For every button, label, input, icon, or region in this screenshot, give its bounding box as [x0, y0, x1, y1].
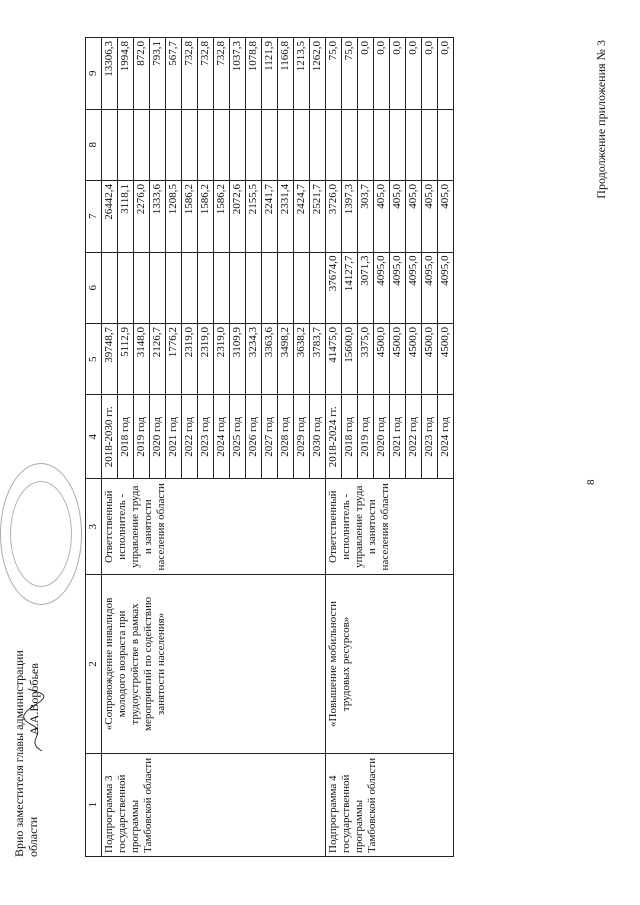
period-cell: 2023 год — [422, 395, 438, 479]
total-cell: 4500,0 — [406, 324, 422, 395]
col9-cell: 1262,0 — [310, 38, 326, 110]
regional-cell: 1397,3 — [342, 181, 358, 252]
regional-cell: 1208,5 — [166, 181, 182, 252]
total-cell: 2319,0 — [182, 324, 198, 395]
col9-cell: 0,0 — [358, 38, 374, 110]
regional-cell: 2241,7 — [262, 181, 278, 252]
period-cell: 2019 год — [358, 395, 374, 479]
total-cell: 1776,2 — [166, 324, 182, 395]
regional-cell: 405,0 — [390, 181, 406, 252]
signatory-title-line2: области — [26, 816, 40, 857]
period-cell: 2018-2024 гг. — [326, 395, 342, 479]
period-cell: 2023 год — [198, 395, 214, 479]
regional-cell: 405,0 — [438, 181, 454, 252]
col-header-2: 2 — [86, 575, 102, 753]
col-header-7: 7 — [86, 181, 102, 252]
total-cell: 3148,0 — [134, 324, 150, 395]
federal-cell — [262, 252, 278, 323]
total-cell: 3638,2 — [294, 324, 310, 395]
period-cell: 2022 год — [406, 395, 422, 479]
col-header-4: 4 — [86, 395, 102, 479]
col8-cell — [358, 109, 374, 180]
col9-cell: 1121,9 — [262, 38, 278, 110]
period-cell: 2029 год — [294, 395, 310, 479]
funding-table — [85, 37, 454, 857]
page-number: 8 — [585, 479, 597, 485]
col9-cell: 0,0 — [406, 38, 422, 110]
col8-cell — [326, 109, 342, 180]
executor-cell: Ответственный исполнитель - управление труда и занятости населения области — [326, 479, 454, 575]
regional-cell: 1333,6 — [150, 181, 166, 252]
regional-cell: 2155,5 — [246, 181, 262, 252]
federal-cell — [166, 252, 182, 323]
col9-cell: 75,0 — [326, 38, 342, 110]
total-cell: 3375,0 — [358, 324, 374, 395]
col8-cell — [198, 109, 214, 180]
regional-cell: 2424,7 — [294, 181, 310, 252]
col8-cell — [438, 109, 454, 180]
regional-cell: 26442,4 — [102, 181, 118, 252]
regional-cell: 405,0 — [406, 181, 422, 252]
col9-cell: 0,0 — [390, 38, 406, 110]
event-cell: «Сопровождение инвалидов молодого возраста при трудоустройстве в рамках мероприятий по содействию занятости населения» — [102, 575, 326, 753]
total-cell: 2126,7 — [150, 324, 166, 395]
regional-cell: 1586,2 — [182, 181, 198, 252]
federal-cell — [310, 252, 326, 323]
col8-cell — [214, 109, 230, 180]
federal-cell — [214, 252, 230, 323]
period-cell: 2020 год — [374, 395, 390, 479]
period-cell: 2024 год — [438, 395, 454, 479]
col8-cell — [182, 109, 198, 180]
col8-cell — [118, 109, 134, 180]
federal-cell: 3071,3 — [358, 252, 374, 323]
period-cell: 2028 год — [278, 395, 294, 479]
total-cell: 3363,6 — [262, 324, 278, 395]
period-cell: 2020 год — [150, 395, 166, 479]
col8-cell — [422, 109, 438, 180]
total-cell: 3109,9 — [230, 324, 246, 395]
federal-cell — [230, 252, 246, 323]
period-cell: 2021 год — [166, 395, 182, 479]
col-header-9: 9 — [86, 38, 102, 110]
period-cell: 2021 год — [390, 395, 406, 479]
col8-cell — [166, 109, 182, 180]
total-cell: 2319,0 — [198, 324, 214, 395]
federal-cell: 4095,0 — [390, 252, 406, 323]
col9-cell: 0,0 — [438, 38, 454, 110]
subprogram-cell: Подпрограмма 3 государственной программы Тамбовской области — [102, 753, 326, 856]
col8-cell — [390, 109, 406, 180]
regional-cell: 1586,2 — [198, 181, 214, 252]
federal-cell — [118, 252, 134, 323]
federal-cell: 4095,0 — [438, 252, 454, 323]
col8-cell — [150, 109, 166, 180]
col-header-8: 8 — [86, 109, 102, 180]
executor-cell: Ответственный исполнитель - управление труда и занятости населения области — [102, 479, 326, 575]
regional-cell: 2072,6 — [230, 181, 246, 252]
col8-cell — [262, 109, 278, 180]
signatory-name: А.А.Воробьев — [27, 663, 41, 735]
total-cell: 39748,7 — [102, 324, 118, 395]
period-cell: 2027 год — [262, 395, 278, 479]
period-cell: 2024 год — [214, 395, 230, 479]
federal-cell — [150, 252, 166, 323]
total-cell: 4500,0 — [438, 324, 454, 395]
col8-cell — [406, 109, 422, 180]
official-seal-inner-ring — [10, 481, 72, 587]
total-cell: 4500,0 — [390, 324, 406, 395]
total-cell: 2319,0 — [214, 324, 230, 395]
col9-cell: 75,0 — [342, 38, 358, 110]
regional-cell: 1586,2 — [214, 181, 230, 252]
col-header-3: 3 — [86, 479, 102, 575]
period-cell: 2025 год — [230, 395, 246, 479]
col9-cell: 872,0 — [134, 38, 150, 110]
col9-cell: 1213,5 — [294, 38, 310, 110]
col8-cell — [230, 109, 246, 180]
col8-cell — [310, 109, 326, 180]
total-cell: 4500,0 — [374, 324, 390, 395]
period-cell: 2018 год — [342, 395, 358, 479]
col-header-1: 1 — [86, 753, 102, 856]
total-cell: 4500,0 — [422, 324, 438, 395]
federal-cell: 4095,0 — [374, 252, 390, 323]
total-cell: 5112,9 — [118, 324, 134, 395]
total-cell: 41475,0 — [326, 324, 342, 395]
col9-cell: 1994,8 — [118, 38, 134, 110]
subprogram-cell: Подпрограмма 4 государственной программы Тамбовской области — [326, 753, 454, 856]
col-header-5: 5 — [86, 324, 102, 395]
header-row — [86, 38, 102, 857]
total-cell: 3234,3 — [246, 324, 262, 395]
regional-cell: 3118,1 — [118, 181, 134, 252]
event-cell: «Повышение мобильности трудовых ресурсов» — [326, 575, 454, 753]
federal-cell: 4095,0 — [406, 252, 422, 323]
total-cell: 3783,7 — [310, 324, 326, 395]
col8-cell — [374, 109, 390, 180]
col8-cell — [342, 109, 358, 180]
federal-cell — [102, 252, 118, 323]
total-cell: 3498,2 — [278, 324, 294, 395]
period-cell: 2018 год — [118, 395, 134, 479]
col-header-6: 6 — [86, 252, 102, 323]
col8-cell — [102, 109, 118, 180]
col9-cell: 732,8 — [198, 38, 214, 110]
federal-cell: 37674,0 — [326, 252, 342, 323]
continuation-label: Продолжение приложения № 3 — [594, 40, 608, 199]
federal-cell: 14127,7 — [342, 252, 358, 323]
federal-cell — [198, 252, 214, 323]
federal-cell: 4095,0 — [422, 252, 438, 323]
federal-cell — [278, 252, 294, 323]
period-cell: 2022 год — [182, 395, 198, 479]
col8-cell — [134, 109, 150, 180]
signatory-title-line1: Врио заместителя главы администрации — [12, 650, 26, 857]
col8-cell — [246, 109, 262, 180]
federal-cell — [182, 252, 198, 323]
col8-cell — [294, 109, 310, 180]
federal-cell — [294, 252, 310, 323]
regional-cell: 3726,0 — [326, 181, 342, 252]
regional-cell: 2521,7 — [310, 181, 326, 252]
col9-cell: 732,8 — [214, 38, 230, 110]
table-row — [326, 38, 342, 857]
col9-cell: 13306,3 — [102, 38, 118, 110]
col9-cell: 0,0 — [422, 38, 438, 110]
col9-cell: 732,8 — [182, 38, 198, 110]
regional-cell: 2276,0 — [134, 181, 150, 252]
regional-cell: 405,0 — [374, 181, 390, 252]
col9-cell: 1078,8 — [246, 38, 262, 110]
period-cell: 2030 год — [310, 395, 326, 479]
col9-cell: 567,7 — [166, 38, 182, 110]
federal-cell — [134, 252, 150, 323]
col9-cell: 1166,8 — [278, 38, 294, 110]
col9-cell: 793,1 — [150, 38, 166, 110]
col9-cell: 0,0 — [374, 38, 390, 110]
table-row — [102, 38, 118, 857]
total-cell: 15600,0 — [342, 324, 358, 395]
regional-cell: 303,7 — [358, 181, 374, 252]
col9-cell: 1037,3 — [230, 38, 246, 110]
regional-cell: 405,0 — [422, 181, 438, 252]
period-cell: 2018-2030 гг. — [102, 395, 118, 479]
regional-cell: 2331,4 — [278, 181, 294, 252]
period-cell: 2019 год — [134, 395, 150, 479]
col8-cell — [278, 109, 294, 180]
federal-cell — [246, 252, 262, 323]
period-cell: 2026 год — [246, 395, 262, 479]
